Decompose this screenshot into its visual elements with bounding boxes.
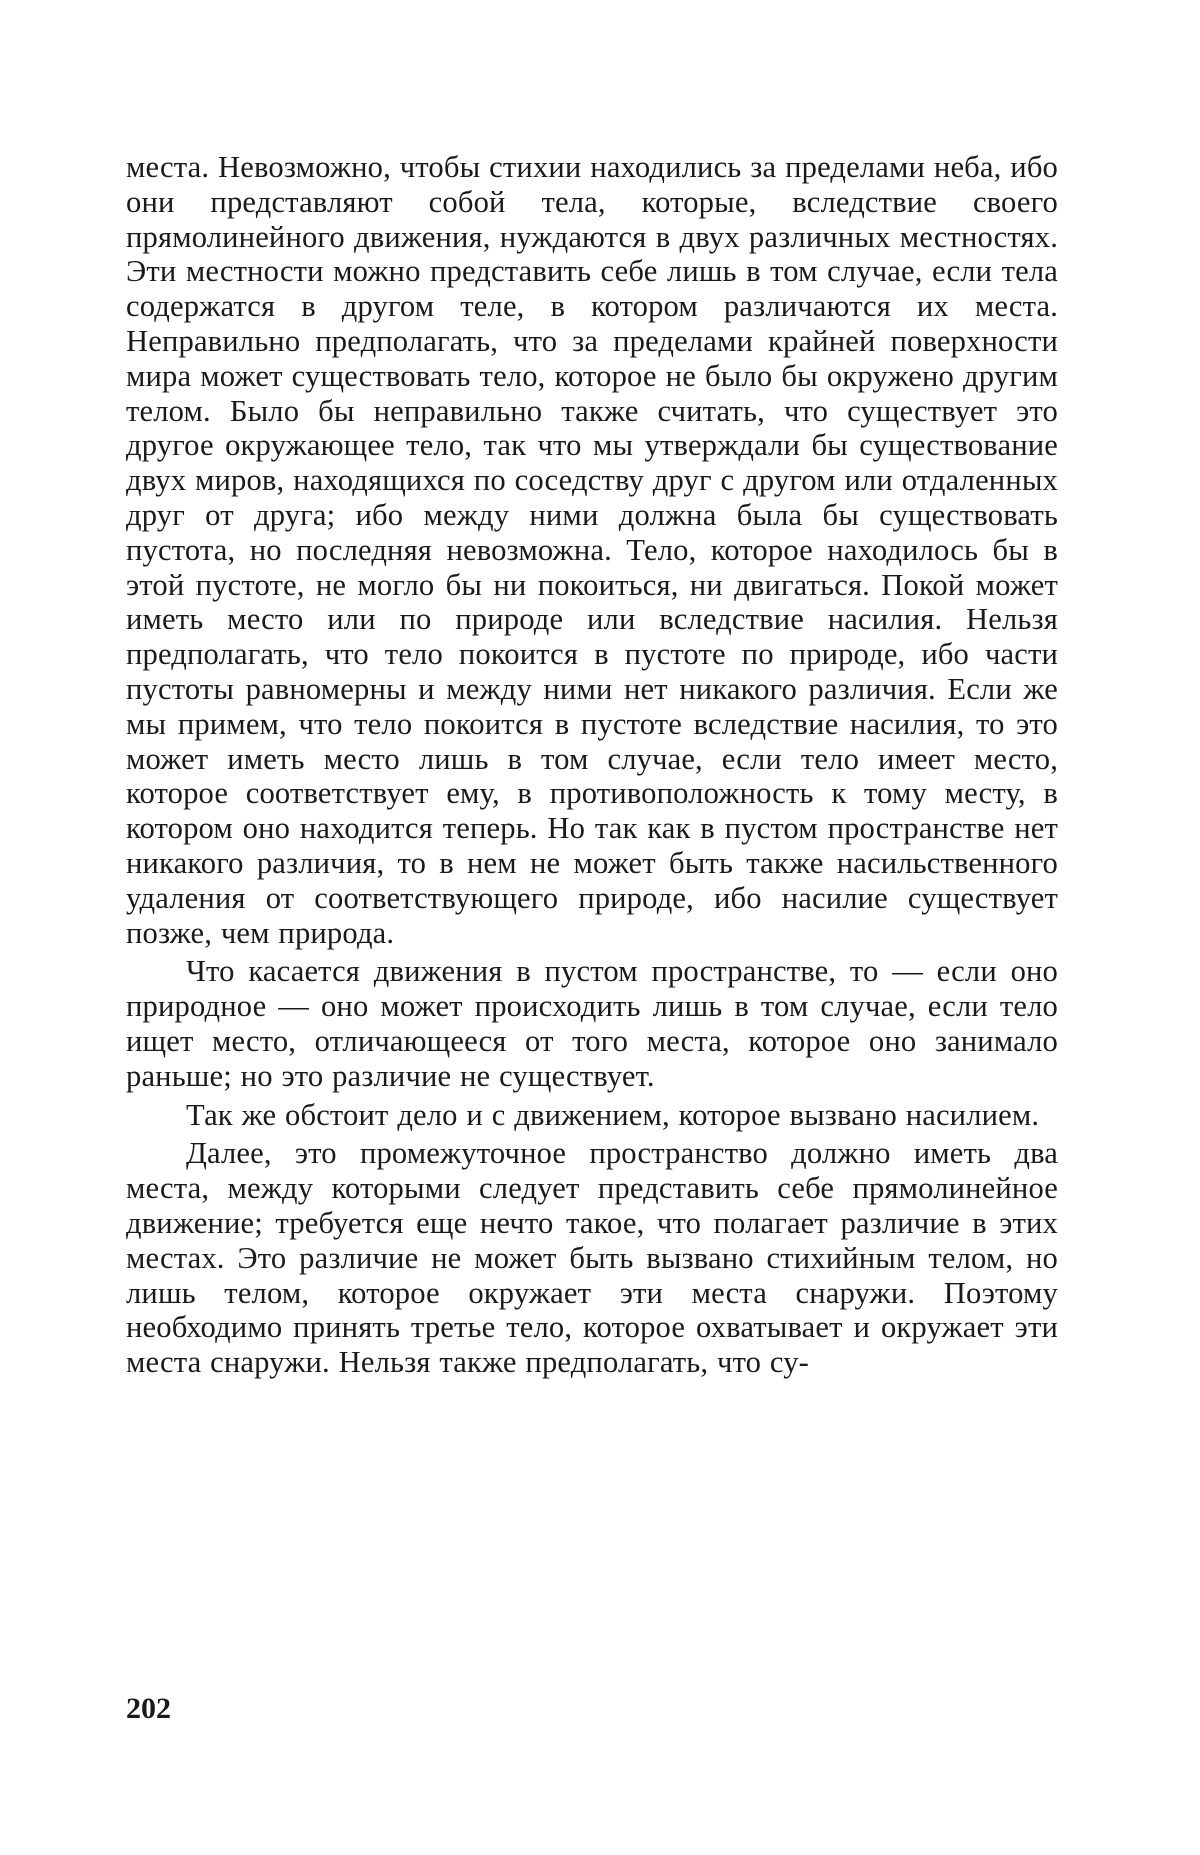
body-text bbox=[126, 150, 1058, 1380]
paragraph-violent-motion: Так же обстоит дело и с движением, которое вызвано насилием. bbox=[186, 1097, 1040, 1132]
book-page bbox=[126, 150, 1058, 1770]
paragraph-intermediate-space: Далее, это промежуточное пространство должно иметь два места, между которыми следует представить себе прямолинейное движение; требуется еще нечто такое, что полагает различие в этих местах. Это различие не может быть вызвано стихийным телом, но лишь телом, которое окружает эти места снаружи. Поэтому необходимо принять третье тело, которое охватывает и окружает эти места снаружи. Нельзя также предполагать, что су- bbox=[126, 1136, 1058, 1380]
page-number: 202 bbox=[126, 1692, 171, 1725]
paragraph-motion-in-void: Что касается движения в пустом пространстве, то — если оно природное — оно может происходить лишь в том случае, если тело ищет место, отличающееся от того места, которое оно занимало раньше; но это различие не существует. bbox=[126, 954, 1058, 1093]
paragraph-continuation: места. Невозможно, чтобы стихии находились за пределами неба, ибо они представляют собой тела, которые, вследствие своего прямолинейного движения, нуждаются в двух различных местностях. Эти местности можно представить себе лишь в том случае, если тела содержатся в другом теле, в котором различаются их места. Неправильно предполагать, что за пределами крайней поверхности мира может существовать тело, которое не было бы окружено другим телом. Было бы неправильно также считать, что существует это другое окружающее тело, так что мы утверждали бы существование двух миров, находящихся по соседству друг с другом или отдаленных друг от друга; ибо между ними должна была бы существовать пустота, но последняя невозможна. Тело, которое находилось бы в этой пустоте, не могло бы ни покоиться, ни двигаться. Покой может иметь место или по природе или вследствие насилия. Нельзя предполагать, что тело покоится в пустоте по природе, ибо части пустоты равномерны и между ними нет никакого различия. Если же мы примем, что тело покоится в пустоте вследствие насилия, то это может иметь место лишь в том случае, если тело имеет место, которое соответствует ему, в противоположность к тому месту, в котором оно находится теперь. Но так как в пустом пространстве нет никакого различия, то в нем не может быть также насильственного удаления от соответствующего природе, ибо насилие существует позже, чем природа. bbox=[126, 150, 1058, 950]
